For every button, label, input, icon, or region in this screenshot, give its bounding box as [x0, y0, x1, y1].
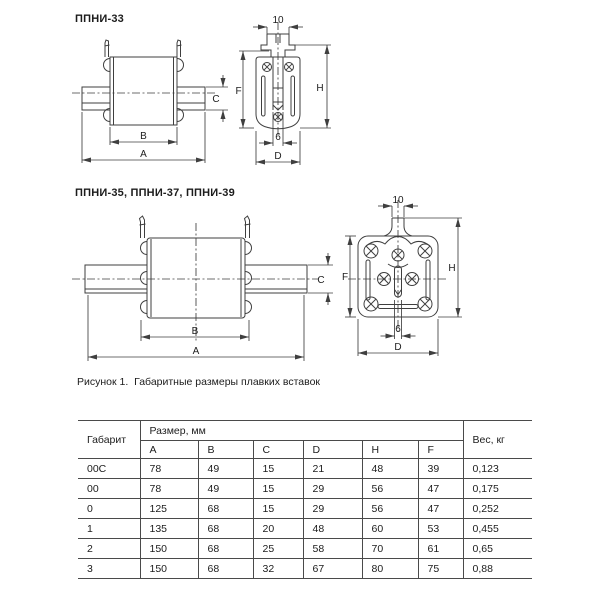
dim-label-6: 6 — [275, 132, 281, 143]
cell-h: 48 — [362, 459, 418, 479]
drawing-ppni35-front-view — [340, 190, 470, 365]
cell-gabarit: 3 — [78, 559, 140, 579]
table-row — [78, 559, 532, 579]
cell-f: 75 — [418, 559, 463, 579]
dimension-lines — [345, 206, 462, 356]
cell-gabarit: 00 — [78, 479, 140, 499]
dim-label-a: A — [192, 346, 200, 357]
column-header-h: H — [362, 441, 418, 459]
dim-label-h: H — [316, 83, 324, 94]
cell-c: 15 — [253, 479, 303, 499]
dim-label-10: 10 — [392, 195, 404, 206]
cell-weight: 0,455 — [463, 519, 532, 539]
dim-label-6: 6 — [395, 324, 401, 335]
cell-b: 68 — [198, 539, 253, 559]
column-header-weight-kg: Вес, кг — [463, 421, 532, 459]
dimensions-table — [78, 420, 532, 579]
cell-h: 60 — [362, 519, 418, 539]
cell-f: 39 — [418, 459, 463, 479]
cell-a: 135 — [140, 519, 198, 539]
cell-gabarit: 1 — [78, 519, 140, 539]
fuse-body-outline — [348, 200, 448, 332]
cell-a: 150 — [140, 539, 198, 559]
cell-b: 68 — [198, 499, 253, 519]
cell-d: 29 — [303, 499, 362, 519]
cell-b: 68 — [198, 559, 253, 579]
figure-caption: Рисунок 1. Габаритные размеры плавких вставок — [77, 376, 321, 388]
dimension-lines — [239, 27, 331, 165]
column-header-d: D — [303, 441, 362, 459]
cell-d: 21 — [303, 459, 362, 479]
cell-d: 58 — [303, 539, 362, 559]
cell-weight: 0,123 — [463, 459, 532, 479]
column-header-c: C — [253, 441, 303, 459]
column-header-size-mm: Размер, мм — [140, 421, 463, 441]
cell-c: 15 — [253, 459, 303, 479]
cell-a: 78 — [140, 459, 198, 479]
dim-label-h: H — [448, 263, 456, 274]
column-header-a: A — [140, 441, 198, 459]
cell-c: 32 — [253, 559, 303, 579]
dim-label-f: F — [341, 272, 349, 283]
dimension-lines — [82, 75, 228, 163]
fuse-body-outline — [72, 216, 318, 343]
cell-a: 150 — [140, 559, 198, 579]
cell-f: 47 — [418, 479, 463, 499]
dim-label-f: F — [235, 86, 242, 97]
cell-c: 20 — [253, 519, 303, 539]
cell-gabarit: 00C — [78, 459, 140, 479]
cell-c: 15 — [253, 499, 303, 519]
cell-gabarit: 2 — [78, 539, 140, 559]
dim-label-d: D — [394, 342, 402, 353]
fuse-body-outline — [72, 40, 215, 125]
cell-weight: 0,252 — [463, 499, 532, 519]
table-row — [78, 499, 532, 519]
cell-weight: 0,88 — [463, 559, 532, 579]
dim-label-b: B — [140, 131, 147, 142]
cell-gabarit: 0 — [78, 499, 140, 519]
cell-f: 47 — [418, 499, 463, 519]
cell-h: 56 — [362, 499, 418, 519]
table-row — [78, 479, 532, 499]
drawing-ppni33-front-view — [235, 10, 340, 168]
fuse-body-outline — [256, 22, 300, 135]
drawing-ppni33-side-view — [60, 28, 245, 168]
column-header-gabarit: Габарит — [78, 421, 140, 459]
cell-a: 125 — [140, 499, 198, 519]
dim-label-a: A — [140, 149, 147, 160]
section-title-ppni35-37-39: ППНИ-35, ППНИ-37, ППНИ-39 — [75, 187, 235, 199]
table-row — [78, 539, 532, 559]
dim-label-10: 10 — [272, 15, 284, 26]
dim-label-d: D — [274, 151, 282, 162]
cell-f: 53 — [418, 519, 463, 539]
table-row — [78, 519, 532, 539]
dim-label-c: C — [317, 275, 325, 286]
section-title-ppni33: ППНИ-33 — [75, 13, 124, 25]
cell-h: 80 — [362, 559, 418, 579]
cell-f: 61 — [418, 539, 463, 559]
dim-label-c: C — [212, 94, 220, 105]
cell-weight: 0,65 — [463, 539, 532, 559]
cell-b: 49 — [198, 459, 253, 479]
cell-weight: 0,175 — [463, 479, 532, 499]
drawing-ppni35-side-view — [60, 195, 360, 367]
cell-d: 29 — [303, 479, 362, 499]
table-row — [78, 459, 532, 479]
dimension-lines — [88, 253, 333, 361]
cell-d: 67 — [303, 559, 362, 579]
cell-a: 78 — [140, 479, 198, 499]
cell-c: 25 — [253, 539, 303, 559]
cell-b: 68 — [198, 519, 253, 539]
cell-h: 70 — [362, 539, 418, 559]
dim-label-b: B — [191, 326, 199, 337]
cell-h: 56 — [362, 479, 418, 499]
column-header-f: F — [418, 441, 463, 459]
cell-d: 48 — [303, 519, 362, 539]
column-header-b: B — [198, 441, 253, 459]
cell-b: 49 — [198, 479, 253, 499]
